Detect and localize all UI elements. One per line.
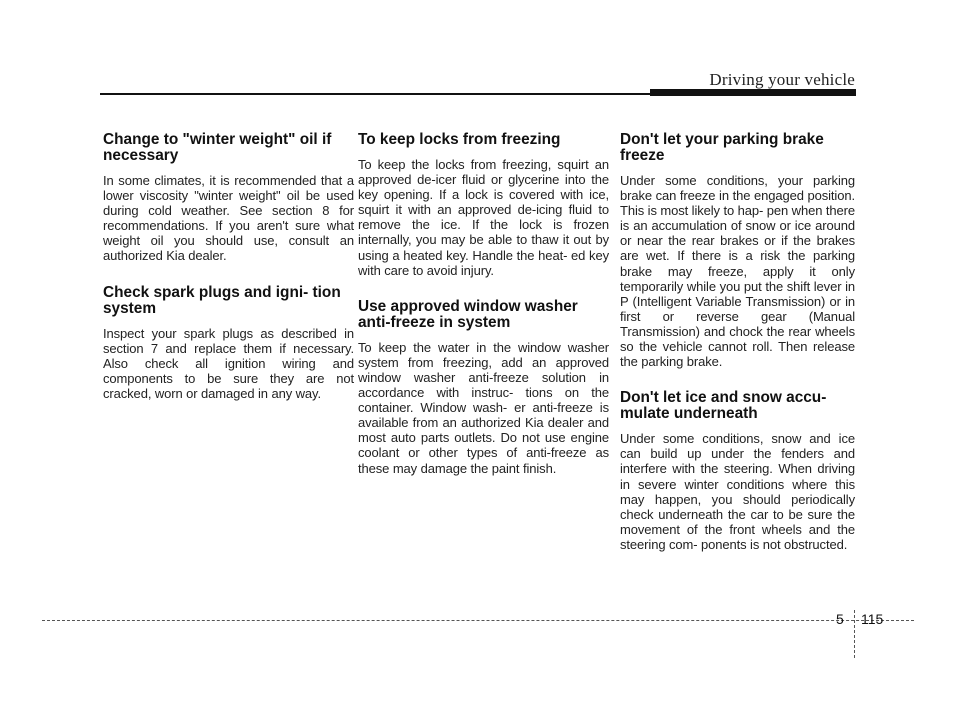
chapter-number: 5 [836,611,844,627]
page-number-separator [854,610,855,658]
section-body: In some climates, it is recommended that a lower viscosity "winter weight" oil be used during cold weather. See section 8 for recommendations. If you aren't sure what weight oil you should use, consult an authorized Kia dealer. [103,173,354,264]
section-body: Under some conditions, snow and ice can build up under the fenders and interfere with the steering. When driving in severe winter conditions where this may happen, you should periodically check underneath the car to be sure the movement of the front wheels and the steering com- ponents is not obstructed. [620,431,855,552]
section-spark-plugs [103,285,354,401]
text-column-2 [358,132,609,489]
section-body: Inspect your spark plugs as described in section 7 and replace them if necessary. Also check all ignition wiring and components to be sure they are not cracked, worn or damaged in any way. [103,325,354,401]
section-washer-antifreeze [358,299,609,476]
text-column-3 [620,132,855,565]
section-heading: Change to "winter weight" oil if necessary [103,131,332,164]
section-winter-oil [103,132,354,264]
section-ice-snow-underneath [620,390,855,552]
section-body: To keep the locks from freezing, squirt an approved de-icer fluid or glycerine into the key opening. If a lock is covered with ice, squirt it with an approved de-icing fluid to remove the ice. If the lock is frozen internally, you may be able to thaw it out by using a heated key. Handle the heat- ed key with care to avoid injury. [358,157,609,278]
footer-dashed-rule [42,620,914,621]
page-number: 115 [861,611,884,627]
section-heading: Check spark plugs and igni- tion system [103,283,341,317]
text-column-1 [103,132,354,414]
section-heading: Use approved window washer anti-freeze in system [358,297,578,331]
header-accent-bar [650,89,856,96]
section-heading: Don't let your parking brake freeze [620,131,824,164]
section-body: Under some conditions, your parking brake can freeze in the engaged position. This is most likely to hap- pen when there is an accumulation of snow or ice around or near the rear brakes or if the brakes are wet. If there is a risk the parking brake may freeze, apply it only temporarily while you put the shift lever in P (Intelligent Variable Transmission) or in first or reverse gear (Manual Transmission) and chock the rear wheels so the vehicle cannot roll. Then release the parking brake. [620,173,855,370]
section-heading: Don't let ice and snow accu- mulate underneath [620,389,827,423]
section-body: To keep the water in the window washer system from freezing, add an approved window washer anti-freeze solution in accordance with instruc- tions on the container. Window wash- er anti-freeze is available from an authorized Kia dealer and most auto parts outlets. Do not use engine coolant or other types of anti-freeze as these may damage the paint finish. [358,339,609,476]
running-header-title: Driving your vehicle [709,70,855,89]
section-heading: To keep locks from freezing [358,131,561,148]
section-locks-freezing [358,132,609,278]
section-parking-brake [620,132,855,369]
